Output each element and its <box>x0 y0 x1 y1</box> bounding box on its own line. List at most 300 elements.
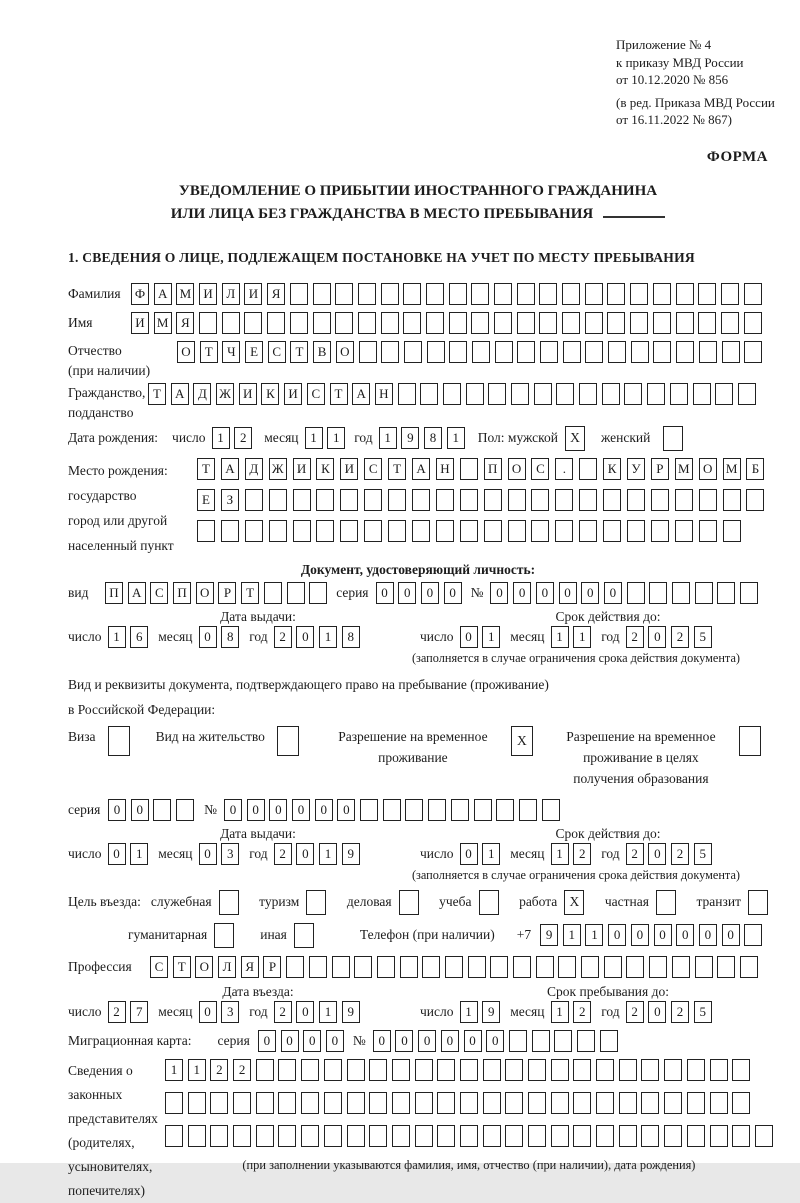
purpose-transit-checkbox <box>748 890 768 915</box>
form-cell <box>472 341 490 363</box>
form-cell: Т <box>148 383 166 405</box>
form-cell: 2 <box>108 1001 126 1023</box>
form-cell <box>676 341 694 363</box>
reference-line: к приказу МВД России <box>616 54 744 70</box>
representatives-block <box>68 1059 768 1203</box>
birth-year-cells <box>379 427 465 449</box>
form-cell <box>460 458 478 480</box>
form-cell <box>755 1125 773 1147</box>
form-cell: Т <box>173 956 191 978</box>
expiry-month-cells <box>551 626 592 648</box>
birthplace-label-line4: населенный пункт <box>68 537 174 553</box>
form-cell <box>415 1092 433 1114</box>
form-cell <box>316 489 334 511</box>
form-cell <box>555 520 573 542</box>
form-cell <box>744 924 762 946</box>
form-cell <box>573 1092 591 1114</box>
identity-issue-date <box>68 626 420 648</box>
form-cell <box>664 1059 682 1081</box>
form-cell: 1 <box>585 924 603 946</box>
form-cell: 2 <box>626 1001 644 1023</box>
form-cell <box>358 283 376 305</box>
form-cell <box>511 383 529 405</box>
form-cell: 0 <box>513 582 531 604</box>
expiry-year-cells <box>626 626 712 648</box>
form-cell: И <box>244 283 262 305</box>
form-cell <box>495 341 513 363</box>
form-cell <box>670 383 688 405</box>
form-cell <box>687 1125 705 1147</box>
form-cell <box>744 341 762 363</box>
form-cell <box>624 383 642 405</box>
form-cell: Т <box>290 341 308 363</box>
form-cell: 0 <box>460 843 478 865</box>
form-cell <box>381 312 399 334</box>
form-cell: 1 <box>482 626 500 648</box>
form-cell <box>405 799 423 821</box>
identity-doc-date-headings <box>68 609 768 625</box>
form-cell <box>278 1092 296 1114</box>
form-cell <box>619 1059 637 1081</box>
series-label: серия <box>68 801 101 817</box>
form-cell <box>698 283 716 305</box>
form-cell: 0 <box>421 582 439 604</box>
form-cell: 0 <box>444 582 462 604</box>
stay-issue-year-cells <box>274 843 360 865</box>
month-label: месяц <box>264 430 299 445</box>
form-cell: 0 <box>699 924 717 946</box>
form-cell <box>551 1059 569 1081</box>
form-title-line2: ИЛИ ЛИЦА БЕЗ ГРАЖДАНСТВА В МЕСТО ПРЕБЫВАНИЯ <box>170 205 594 222</box>
form-cell <box>245 520 263 542</box>
form-cell <box>551 1092 569 1114</box>
form-cell: 0 <box>398 582 416 604</box>
form-cell: А <box>154 283 172 305</box>
form-cell <box>451 799 469 821</box>
representatives-label-line: (родителях, <box>68 1134 135 1150</box>
form-cell: 0 <box>247 799 265 821</box>
form-cell <box>165 1125 183 1147</box>
patronymic-label-line1: Отчество <box>68 342 122 358</box>
doc-number-cells <box>490 582 758 604</box>
form-cell <box>563 341 581 363</box>
issue-date-heading: Дата выдачи: <box>220 825 296 841</box>
form-cell <box>335 283 353 305</box>
form-cell: 1 <box>327 427 345 449</box>
form-cell <box>398 383 416 405</box>
valid-until-heading: Срок действия до: <box>555 825 661 841</box>
form-cell <box>732 1125 750 1147</box>
form-cell <box>404 341 422 363</box>
form-cell: 2 <box>671 626 689 648</box>
name-cells <box>131 312 762 334</box>
form-cell: Д <box>245 458 263 480</box>
form-cell: Е <box>197 489 215 511</box>
form-cell <box>505 1125 523 1147</box>
form-cell: 0 <box>296 843 314 865</box>
form-cell <box>710 1092 728 1114</box>
form-cell <box>746 489 764 511</box>
form-cell <box>332 956 350 978</box>
form-cell <box>573 1059 591 1081</box>
form-cell: 0 <box>296 626 314 648</box>
form-cell <box>347 1125 365 1147</box>
form-cell: О <box>195 956 213 978</box>
form-cell <box>471 283 489 305</box>
form-cell: 3 <box>221 843 239 865</box>
form-cell: М <box>154 312 172 334</box>
series-label: серия <box>217 1032 250 1048</box>
form-cell <box>392 1125 410 1147</box>
form-cell: П <box>484 458 502 480</box>
form-cell: 0 <box>559 582 577 604</box>
form-cell: 1 <box>563 924 581 946</box>
form-cell <box>381 341 399 363</box>
form-cell: Р <box>263 956 281 978</box>
form-cell: Р <box>651 458 669 480</box>
form-cell <box>558 956 576 978</box>
form-cell <box>468 956 486 978</box>
form-cell: 2 <box>671 843 689 865</box>
form-cell: Т <box>241 582 259 604</box>
issue-day-cells <box>108 626 149 648</box>
form-cell <box>536 956 554 978</box>
residence-permit-label: Вид на жительство <box>155 728 265 744</box>
day-label: число <box>68 628 102 644</box>
form-cell: 0 <box>326 1030 344 1052</box>
doc-type-cells <box>105 582 327 604</box>
patronymic-row <box>68 341 768 381</box>
form-cell: 0 <box>199 1001 217 1023</box>
purpose-item <box>68 890 239 915</box>
form-cell <box>603 489 621 511</box>
form-cell <box>517 341 535 363</box>
form-cell: 0 <box>648 626 666 648</box>
year-label: год <box>249 1003 268 1019</box>
entry-month-cells <box>199 1001 240 1023</box>
form-cell <box>551 1125 569 1147</box>
stay-until-heading: Срок пребывания до: <box>547 983 669 999</box>
birthplace-label-line3: город или другой <box>68 512 168 528</box>
form-cell <box>494 283 512 305</box>
form-cell <box>176 799 194 821</box>
form-cell <box>732 1059 750 1081</box>
form-cell <box>483 1059 501 1081</box>
form-cell: К <box>316 458 334 480</box>
reference-line: от 10.12.2020 № 856 <box>616 72 729 87</box>
form-cell <box>581 956 599 978</box>
reference-line: от 16.11.2022 № 867) <box>616 112 733 127</box>
day-label: число <box>420 845 454 861</box>
form-cell: 2 <box>573 843 591 865</box>
form-cell: У <box>627 458 645 480</box>
form-cell <box>528 1092 546 1114</box>
form-cell <box>264 582 282 604</box>
form-cell <box>313 312 331 334</box>
form-cell <box>494 312 512 334</box>
form-cell: 8 <box>221 626 239 648</box>
form-cell <box>653 312 671 334</box>
phone-label: Телефон (при наличии) <box>359 927 495 942</box>
form-cell: В <box>313 341 331 363</box>
form-cell <box>579 489 597 511</box>
month-label: месяц <box>158 1003 193 1019</box>
purpose-item <box>259 890 326 915</box>
number-label: № <box>204 801 217 817</box>
month-label: месяц <box>158 628 193 644</box>
form-cell <box>437 1092 455 1114</box>
stay-issue-date <box>68 843 420 865</box>
form-cell <box>428 799 446 821</box>
form-cell <box>579 458 597 480</box>
purpose-other-checkbox <box>294 923 314 948</box>
birthplace-row3-cells <box>197 520 764 542</box>
phone-cells <box>540 924 762 946</box>
form-cell <box>693 383 711 405</box>
form-cell <box>347 1092 365 1114</box>
form-cell: С <box>307 383 325 405</box>
form-cell: Ж <box>269 458 287 480</box>
form-cell: 1 <box>551 1001 569 1023</box>
form-cell <box>381 283 399 305</box>
form-cell: А <box>352 383 370 405</box>
form-cell: Б <box>746 458 764 480</box>
form-cell <box>585 341 603 363</box>
form-cell: С <box>150 956 168 978</box>
form-cell <box>197 520 215 542</box>
form-cell: 9 <box>540 924 558 946</box>
birthplace-row1-cells <box>197 458 764 480</box>
citizenship-row <box>68 383 768 423</box>
form-cell <box>449 283 467 305</box>
form-cell <box>699 341 717 363</box>
form-cell <box>555 489 573 511</box>
representatives-label-line: усыновителях, <box>68 1158 153 1174</box>
form-cell <box>579 520 597 542</box>
form-cell <box>466 383 484 405</box>
form-cell <box>722 341 740 363</box>
form-cell <box>738 383 756 405</box>
purpose-item <box>439 890 498 915</box>
form-cell <box>649 582 667 604</box>
birthplace-label-line1: Место рождения: <box>68 462 168 478</box>
section1-heading: 1. СВЕДЕНИЯ О ЛИЦЕ, ПОДЛЕЖАЩЕМ ПОСТАНОВКЕ НА УЧЕТ ПО МЕСТУ ПРЕБЫВАНИЯ <box>68 249 695 265</box>
form-cell <box>723 520 741 542</box>
form-cell: Р <box>218 582 236 604</box>
temp-residence-education-label: Разрешение на временное проживание в целях получения образования <box>566 728 716 786</box>
birthdate-sex-row <box>68 426 768 451</box>
form-cell: 0 <box>269 799 287 821</box>
form-cell: 2 <box>274 843 292 865</box>
form-cell: О <box>699 458 717 480</box>
form-cell <box>267 312 285 334</box>
stay-expiry-year-cells <box>626 843 712 865</box>
form-cell <box>358 312 376 334</box>
issue-month-cells <box>199 626 240 648</box>
surname-row <box>68 283 768 305</box>
purpose-item <box>347 890 419 915</box>
form-cell <box>269 489 287 511</box>
year-label: год <box>601 628 620 644</box>
form-cell <box>340 489 358 511</box>
form-cell: 6 <box>130 626 148 648</box>
form-cell <box>542 799 560 821</box>
form-cell <box>278 1125 296 1147</box>
form-cell <box>290 283 308 305</box>
form-cell <box>744 283 762 305</box>
form-cell <box>619 1125 637 1147</box>
form-cell: 1 <box>551 626 569 648</box>
form-cell <box>651 489 669 511</box>
form-cell <box>596 1125 614 1147</box>
form-cell: 0 <box>258 1030 276 1052</box>
form-cell <box>293 489 311 511</box>
stay-issue-day-cells <box>108 843 149 865</box>
form-cell: 0 <box>722 924 740 946</box>
form-cell: А <box>128 582 146 604</box>
form-cell <box>483 1092 501 1114</box>
citizenship-label <box>68 383 148 423</box>
form-cell <box>596 1059 614 1081</box>
form-cell <box>699 520 717 542</box>
entry-dates-row <box>68 1001 768 1023</box>
form-cell: 2 <box>626 626 644 648</box>
migration-number-cells <box>373 1030 618 1052</box>
form-cell <box>422 956 440 978</box>
form-cell <box>531 489 549 511</box>
form-cell <box>627 520 645 542</box>
form-cell <box>392 1092 410 1114</box>
purpose-row2-phone <box>68 923 768 948</box>
citizenship-label-line2: подданство <box>68 404 134 420</box>
form-cell: 1 <box>319 1001 337 1023</box>
form-cell: Т <box>388 458 406 480</box>
purpose-tourism-label: туризм <box>259 894 300 909</box>
form-cell <box>496 799 514 821</box>
form-cell <box>710 1125 728 1147</box>
year-label: год <box>249 845 268 861</box>
migration-card-row <box>68 1030 768 1052</box>
form-cell <box>672 582 690 604</box>
purpose-item <box>696 890 768 915</box>
form-cell <box>596 1092 614 1114</box>
form-cell <box>347 1059 365 1081</box>
form-cell: Я <box>241 956 259 978</box>
form-cell: З <box>221 489 239 511</box>
entry-date <box>68 1001 420 1023</box>
day-label: число <box>172 430 206 445</box>
form-cell <box>256 1092 274 1114</box>
form-cell <box>519 799 537 821</box>
form-cell <box>256 1059 274 1081</box>
form-cell <box>245 489 263 511</box>
form-cell <box>631 341 649 363</box>
phone-prefix: +7 <box>516 927 532 942</box>
form-cell <box>509 1030 527 1052</box>
identity-doc-dates-row <box>68 626 768 648</box>
reference-line: Приложение № 4 <box>616 37 712 52</box>
representatives-row1-cells <box>165 1059 773 1081</box>
purpose-official-label: служебная <box>150 894 212 909</box>
form-cell <box>607 312 625 334</box>
form-cell <box>539 312 557 334</box>
form-cell: Т <box>330 383 348 405</box>
form-cell: 0 <box>486 1030 504 1052</box>
form-cell: А <box>412 458 430 480</box>
form-cell <box>732 1092 750 1114</box>
form-cell: 0 <box>373 1030 391 1052</box>
purpose-business-checkbox <box>399 890 419 915</box>
form-cell <box>221 520 239 542</box>
purpose-other-label: иная <box>260 927 287 942</box>
form-cell <box>508 520 526 542</box>
month-label: месяц <box>510 1003 545 1019</box>
purpose-business-label: деловая <box>346 894 392 909</box>
form-cell: 2 <box>210 1059 228 1081</box>
form-cell: Д <box>193 383 211 405</box>
purpose-item <box>605 890 676 915</box>
form-cell <box>278 1059 296 1081</box>
form-cell: 1 <box>447 427 465 449</box>
representatives-label <box>68 1059 165 1203</box>
form-cell: 0 <box>608 924 626 946</box>
form-cell <box>153 799 171 821</box>
form-cell: 0 <box>604 582 622 604</box>
stay-month-cells <box>551 1001 592 1023</box>
form-cell: 2 <box>234 427 252 449</box>
form-cell <box>233 1125 251 1147</box>
form-cell <box>508 489 526 511</box>
issue-year-cells <box>274 626 360 648</box>
form-cell: П <box>105 582 123 604</box>
form-cell <box>607 283 625 305</box>
form-cell: И <box>293 458 311 480</box>
stay-series-cells <box>108 799 194 821</box>
form-cell <box>287 582 305 604</box>
doc-number-label: № <box>470 584 484 600</box>
representatives-label-line: попечителях) <box>68 1182 145 1198</box>
form-cell: К <box>261 383 279 405</box>
purpose-row1 <box>68 890 768 915</box>
form-cell: О <box>508 458 526 480</box>
form-cell <box>517 283 535 305</box>
form-cell: 0 <box>131 799 149 821</box>
form-cell <box>695 582 713 604</box>
number-label: № <box>352 1032 366 1048</box>
purpose-humanitarian-checkbox <box>214 923 234 948</box>
doc-series-cells <box>376 582 462 604</box>
form-cell: 0 <box>281 1030 299 1052</box>
form-cell <box>687 1059 705 1081</box>
form-cell: 2 <box>573 1001 591 1023</box>
form-cell <box>505 1092 523 1114</box>
form-cell: Т <box>200 341 218 363</box>
form-cell <box>664 1125 682 1147</box>
form-cell <box>539 283 557 305</box>
form-cell <box>664 1092 682 1114</box>
form-cell <box>554 1030 572 1052</box>
stay-day-cells <box>460 1001 501 1023</box>
form-cell: Л <box>222 283 240 305</box>
form-cell: 5 <box>694 626 712 648</box>
form-cell: 0 <box>418 1030 436 1052</box>
form-cell <box>531 520 549 542</box>
identity-doc-row <box>68 582 768 604</box>
form-label: ФОРМА <box>706 148 768 165</box>
form-cell <box>313 283 331 305</box>
form-cell <box>437 1125 455 1147</box>
form-cell <box>426 312 444 334</box>
